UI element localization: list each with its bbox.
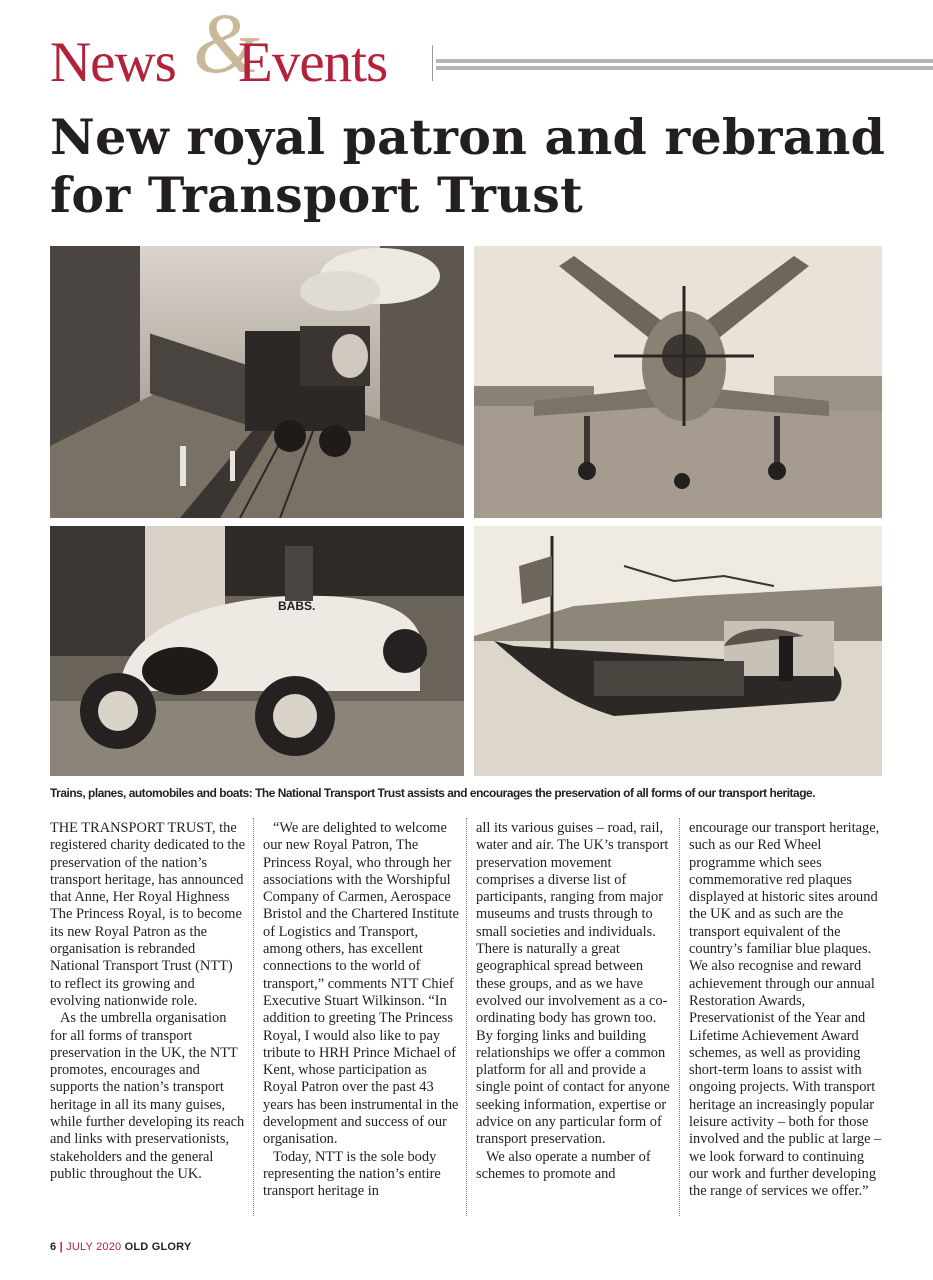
photo-boat bbox=[474, 526, 882, 776]
article-column-2 bbox=[263, 820, 459, 1201]
photo-steam-train bbox=[50, 246, 464, 518]
masthead-rule bbox=[436, 59, 933, 63]
paragraph: encourage our transport heritage, such as our Red Wheel programme which sees commemorative red plaques displayed at historic sites around the UK and as such are the transport equivalent of the country’s familiar blue plaques. We also recognise and reward achievement through our annual Restoration Awards, Preservationist of the Year and Lifetime Achievement Award schemes, as well as providing short-term loans to assist with ongoing projects. With transport heritage an increasingly popular leisure activity – both for those involved and the public at large – we look forward to continuing our work and further developing the range of services we offer.” bbox=[689, 820, 882, 1200]
page-footer bbox=[50, 1241, 191, 1253]
article-headline bbox=[50, 108, 910, 224]
footer-separator: | bbox=[59, 1241, 63, 1253]
masthead-ampersand: & bbox=[193, 0, 260, 91]
page-number: 6 bbox=[50, 1241, 57, 1253]
paragraph: all its various guises – road, rail, water and air. The UK’s transport preservation movement comprises a diverse list of participants, ranging from major museums and trusts through to small societies and individuals. There is naturally a great geographical spread between these groups, and as we have evolved our involvement as a co-ordinating body has grown too. By forging links and building relationships we offer a common platform for all and provide a single point of contact for anyone seeking information, expertise or advice on any particular form of transport preservation. bbox=[476, 820, 670, 1148]
column-divider bbox=[253, 818, 254, 1216]
column-divider bbox=[466, 818, 467, 1216]
article-column-3 bbox=[476, 820, 672, 1183]
column-divider bbox=[679, 818, 680, 1216]
issue-date: JULY 2020 bbox=[66, 1241, 122, 1253]
masthead-rule bbox=[436, 66, 933, 70]
article-column-1 bbox=[50, 820, 246, 1183]
masthead-news: News bbox=[50, 31, 176, 94]
paragraph: THE TRANSPORT TRUST, the registered charity dedicated to the preservation of the nation’s transport heritage, has announced that Anne, Her Royal Highness The Princess Royal, is to become its new Royal Patron as the organisation is rebranded National Transport Trust (NTT) to reflect its growing and evolving nationwide role. bbox=[50, 820, 245, 1009]
paragraph: As the umbrella organisation for all forms of transport preservation in the UK, the NTT promotes, encourages and supports the nation’s transport heritage in all its many guises, while further developing its reach and links with preservationists, stakeholders and the general public throughout the UK. bbox=[50, 1010, 245, 1182]
photo-racing-car bbox=[50, 526, 464, 776]
headline-line-2: for Transport Trust bbox=[50, 166, 584, 224]
masthead-events: Events bbox=[238, 31, 388, 94]
paragraph: Today, NTT is the sole body representing the nation’s entire transport heritage in bbox=[263, 1148, 441, 1200]
photo-aircraft bbox=[474, 246, 882, 518]
headline-line-1: New royal patron and rebrand bbox=[50, 108, 886, 166]
section-masthead bbox=[50, 0, 440, 94]
paragraph: “We are delighted to welcome our new Royal Patron, The Princess Royal, who through her associations with the Worshipful Company of Carmen, Aerospace Bristol and the Chartered Institute of Logistics and Transport, among others, has excellent connections to the world of transport,” comments NTT Chief Executive Stuart Wilkinson. “In addition to greeting The Princess Royal, I would also like to pay tribute to HRH Prince Michael of Kent, whose participation as Royal Patron over the past 43 years has been instrumental in the development and success of our organisation. bbox=[263, 820, 459, 1148]
masthead-divider bbox=[432, 45, 433, 81]
magazine-name: OLD GLORY bbox=[124, 1241, 192, 1253]
photo-caption: Trains, planes, automobiles and boats: The National Transport Trust assists and encourages the preservation of all forms of our transport heritage. bbox=[50, 786, 816, 800]
paragraph: We also operate a number of schemes to promote and bbox=[476, 1148, 651, 1182]
article-column-4 bbox=[689, 820, 885, 1201]
car-text: BABS. bbox=[278, 599, 316, 613]
